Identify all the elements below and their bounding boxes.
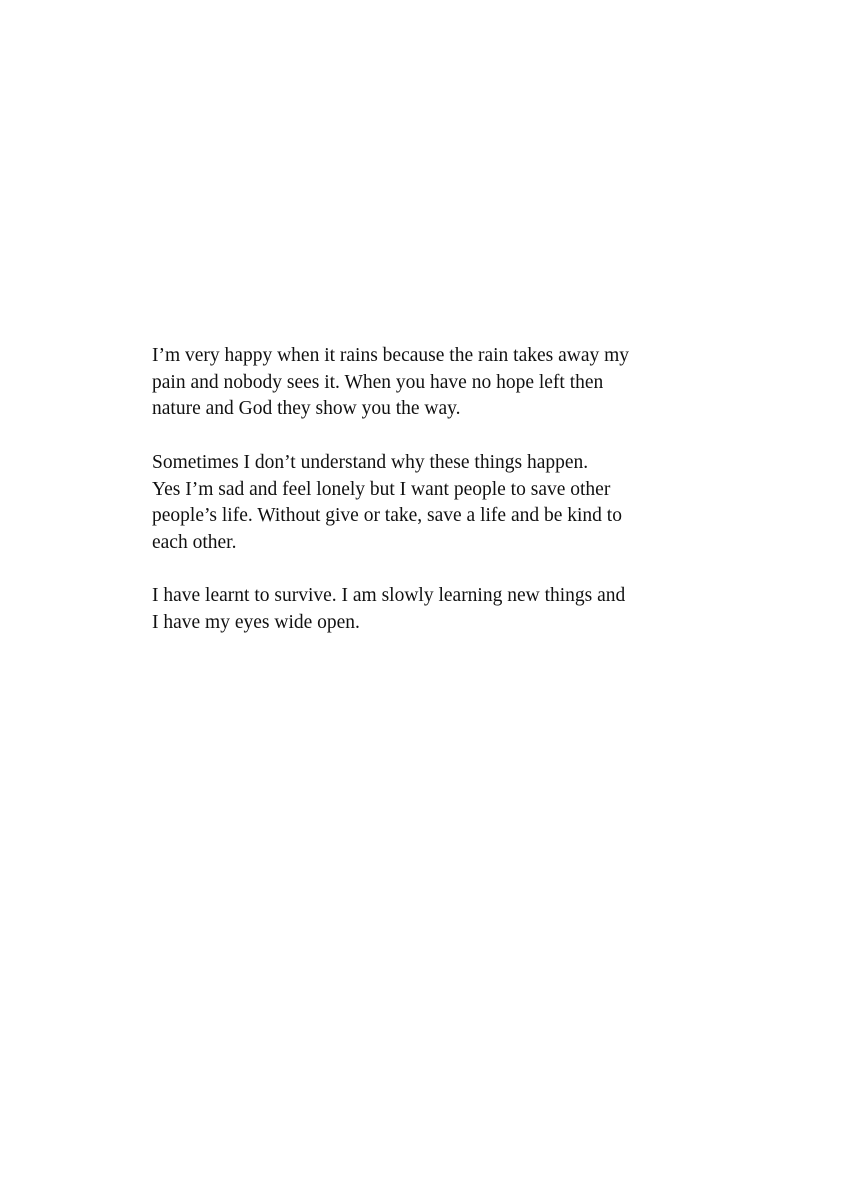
paragraph-line: each other.	[152, 531, 237, 553]
paragraph-line: Sometimes I don’t understand why these things happen.	[152, 451, 589, 473]
paragraph-line: I have learnt to survive. I am slowly learning new things and	[152, 585, 626, 607]
poem-text	[152, 343, 752, 663]
paragraph-line: pain and nobody sees it. When you have no hope left then	[152, 371, 604, 393]
paragraph-3	[152, 583, 752, 636]
paragraph-2	[152, 450, 752, 557]
paragraph-line: Yes I’m sad and feel lonely but I want people to save other	[152, 478, 611, 500]
paragraph-1	[152, 343, 752, 423]
paragraph-line: nature and God they show you the way.	[152, 398, 461, 420]
paragraph-line: I’m very happy when it rains because the rain takes away my	[152, 345, 630, 366]
paragraph-line: I have my eyes wide open.	[152, 612, 360, 633]
paragraph-line: people’s life. Without give or take, save a life and be kind to	[152, 505, 622, 527]
